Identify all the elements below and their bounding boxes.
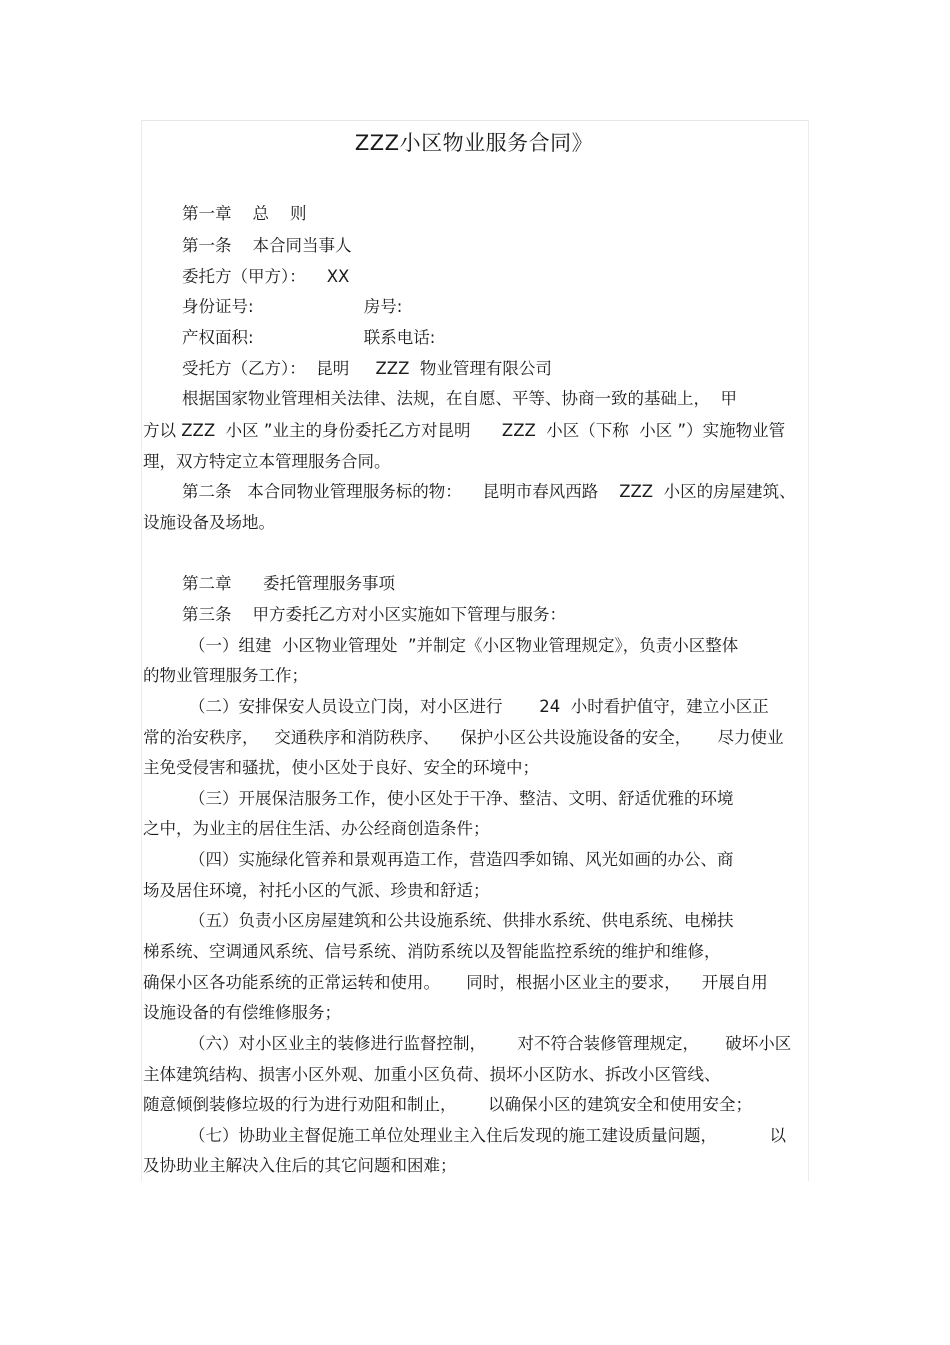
paragraph-line: 根据国家物业管理相关法律、法规，在自愿、平等、协商一致的基础上， 甲 (182, 389, 737, 408)
item-2-line: （二）安排保安人员设立门岗，对小区进行 24 小时看护值守，建立小区正 (189, 697, 769, 716)
item-7-line: 及协助业主解决入住后的其它问题和困难； (143, 1156, 457, 1175)
item-5-line: 梯系统、空调通风系统、信号系统、消防系统以及智能监控系统的维护和维修， (143, 942, 721, 961)
article-2-line: 设施设备及场地。 (143, 513, 275, 532)
article-1-heading: 第一条 本合同当事人 (182, 236, 352, 255)
item-5-line: 确保小区各功能系统的正常运转和使用。 同时，根据小区业主的要求， 开展自用 (143, 973, 768, 992)
document-title: ZZZ小区物业服务合同》 (354, 131, 594, 155)
item-3-line: （三）开展保洁服务工作，使小区处于干净、整洁、文明、舒适优雅的环境 (189, 789, 734, 808)
paragraph-line: 方以 ZZZ 小区 ”业主的身份委托乙方对昆明 ZZZ 小区（下称 小区 ”）实施物业管 (143, 421, 786, 440)
chapter-1-heading: 第一章 总 则 (182, 204, 307, 223)
item-7-line: （七）协助业主督促施工单位处理业主入住后发现的施工建设质量问题， 以 (189, 1126, 786, 1145)
item-4-line: （四）实施绿化管养和景观再造工作，营造四季如锦、风光如画的办公、商 (189, 850, 734, 869)
paragraph-line: 理，双方特定立本管理服务合同。 (143, 452, 391, 471)
article-3-heading: 第三条 甲方委托乙方对小区实施如下管理与服务： (182, 605, 566, 624)
item-2-line: 主免受侵害和骚扰，使小区处于良好、安全的环境中； (143, 758, 539, 777)
item-4-line: 场及居住环境，衬托小区的气派、珍贵和舒适； (143, 881, 490, 900)
item-5-line: 设施设备的有偿维修服务； (143, 1003, 341, 1022)
id-room-line: 身份证号: 房号: (182, 297, 403, 316)
item-1-line: （一）组建 小区物业管理处 ”并制定《小区物业管理规定》，负责小区整体 (189, 636, 739, 655)
item-2-line: 常的治安秩序， 交通秩序和消防秩序、 保护小区公共设施设备的安全， 尽力使业 (143, 728, 784, 747)
item-1-line: 的物业管理服务工作； (143, 666, 308, 685)
item-6-line: 主体建筑结构、损害小区外观、加重小区负荷、损坏小区防水、拆改小区管线、 (143, 1065, 721, 1084)
item-5-line: （五）负责小区房屋建筑和公共设施系统、供排水系统、供电系统、电梯扶 (189, 911, 734, 930)
item-6-line: （六）对小区业主的装修进行监督控制， 对不符合装修管理规定， 破坏小区 (189, 1034, 792, 1053)
item-3-line: 之中，为业主的居住生活、办公经商创造条件； (143, 819, 490, 838)
party-b-line: 受托方（乙方）： 昆明 ZZZ 物业管理有限公司 (182, 359, 552, 378)
item-6-line: 随意倾倒装修垃圾的行为进行劝阻和制止， 以确保小区的建筑安全和使用安全； (143, 1095, 752, 1114)
party-a-line: 委托方（甲方）： XX (182, 267, 350, 286)
chapter-2-heading: 第二章 委托管理服务事项 (182, 574, 395, 593)
area-phone-line: 产权面积: 联系电话: (182, 328, 436, 347)
article-2-line: 第二条 本合同物业管理服务标的物： 昆明市春风西路 ZZZ 小区的房屋建筑、 (182, 482, 796, 501)
